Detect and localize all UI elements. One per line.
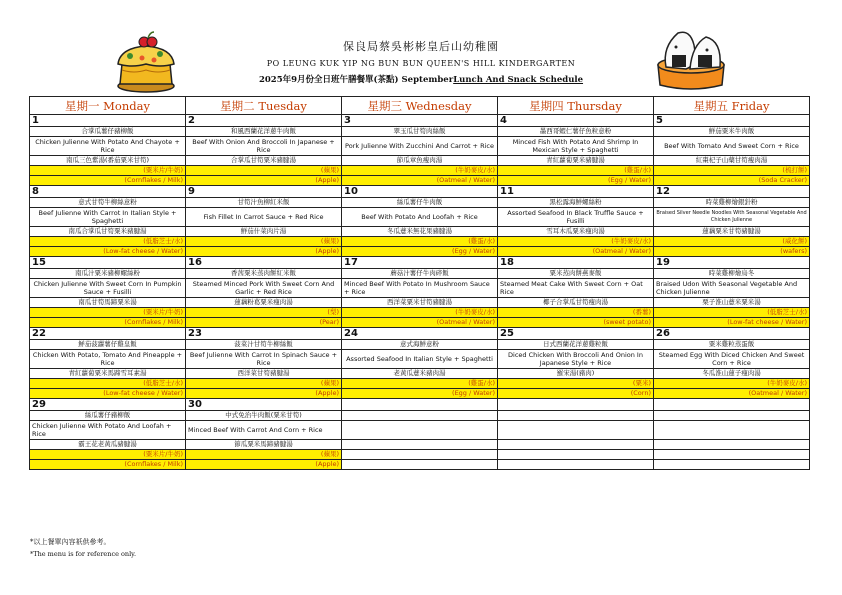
- lunch-en: Chicken Julienne With Sweet Corn In Pumpkin Sauce + Fusilli: [30, 279, 186, 298]
- snack-zh: (低脂芝士/水): [654, 308, 810, 318]
- lunch-en: Fish Fillet In Carrot Sauce + Red Rice: [186, 208, 342, 227]
- snack-en: (Egg / Water): [342, 247, 498, 257]
- lunch-zh: 翠玉瓜甘筍肉絲飯: [342, 127, 498, 137]
- empty-cell: [654, 411, 810, 421]
- snack-en: (Cornflakes / Milk): [30, 318, 186, 328]
- week-row: [30, 369, 810, 379]
- lunch-en: Steamed Meat Cake With Sweet Corn + Oat Rice: [498, 279, 654, 298]
- week-row: [30, 460, 810, 470]
- week-row: [30, 257, 810, 269]
- lunch-zh: 粟米蒸肉餅燕麥飯: [498, 269, 654, 279]
- date-number: 9: [186, 186, 342, 198]
- date-number: 8: [30, 186, 186, 198]
- week-row: [30, 318, 810, 328]
- day-header: 星期五 Friday: [654, 97, 810, 115]
- lunch-en: Beef With Potato And Loofah + Rice: [342, 208, 498, 227]
- soup-zh: 南瓜合掌瓜甘筍粟米豬腱湯: [30, 227, 186, 237]
- snack-en: (Egg / Water): [498, 176, 654, 186]
- soup-zh: 老黃瓜薏米豬肉湯: [342, 369, 498, 379]
- week-row: [30, 279, 810, 298]
- snack-zh: (雞蛋/水): [342, 379, 498, 389]
- lunch-en: Beef Julienne With Carrot In Spinach Sauce + Rice: [186, 350, 342, 369]
- snack-en: (Oatmeal / Water): [498, 247, 654, 257]
- lunch-zh: 時菜雞柳燴烏冬: [654, 269, 810, 279]
- lunch-zh: 香茜粟米蒸肉餅紅米飯: [186, 269, 342, 279]
- week-row: [30, 328, 810, 340]
- snack-zh: (牛奶麥皮/水): [342, 308, 498, 318]
- week-row: [30, 350, 810, 369]
- lunch-zh: 甘筍汁魚柳紅米飯: [186, 198, 342, 208]
- date-number: 18: [498, 257, 654, 269]
- school-name-zh: 保良局蔡吳彬彬皇后山幼稚園: [343, 40, 499, 53]
- week-row: [30, 176, 810, 186]
- empty-cell: [498, 399, 654, 411]
- empty-cell: [342, 399, 498, 411]
- day-header: 星期一 Monday: [30, 97, 186, 115]
- week-row: [30, 379, 810, 389]
- lunch-en: Braised Silver Needle Noodles With Seasonal Vegetable And Chicken Julienne: [654, 208, 810, 227]
- lunch-en: Minced Fish With Potato And Shrimp In Mexican Style + Spaghetti: [498, 137, 654, 156]
- date-number: 1: [30, 115, 186, 127]
- date-number: 4: [498, 115, 654, 127]
- week-row: [30, 389, 810, 399]
- lunch-zh: 時菜雞柳燴銀針粉: [654, 198, 810, 208]
- snack-en: (sweet potato): [498, 318, 654, 328]
- snack-en: (Low-fat cheese / Water): [30, 389, 186, 399]
- snack-zh: (粟米片/牛奶): [30, 450, 186, 460]
- soup-zh: 節瓜粟米馬蹄豬腱湯: [186, 440, 342, 450]
- empty-cell: [654, 440, 810, 450]
- soup-zh: 栗子淮山薏米粟米湯: [654, 298, 810, 308]
- snack-zh: (牛奶麥皮/水): [342, 166, 498, 176]
- snack-en: (Apple): [186, 176, 342, 186]
- lunch-zh: 蘑菇汁薯仔牛肉碎飯: [342, 269, 498, 279]
- lunch-en: Beef With Tomato And Sweet Corn + Rice: [654, 137, 810, 156]
- empty-cell: [498, 421, 654, 440]
- week-row: [30, 208, 810, 227]
- week-row: [30, 186, 810, 198]
- week-row: [30, 440, 810, 450]
- week-row: [30, 298, 810, 308]
- empty-cell: [498, 411, 654, 421]
- date-number: 11: [498, 186, 654, 198]
- lunch-zh: 意式海鮮意粉: [342, 340, 498, 350]
- lunch-en: Chicken With Potato, Tomato And Pineapple + Rice: [30, 350, 186, 369]
- snack-en: (Pear): [186, 318, 342, 328]
- empty-cell: [342, 460, 498, 470]
- week-row: [30, 137, 810, 156]
- date-number: 26: [654, 328, 810, 340]
- soup-zh: 蓮藕粉葛粟米瘦肉湯: [186, 298, 342, 308]
- snack-zh: (蘋果): [186, 166, 342, 176]
- snack-zh: (蘋果): [186, 379, 342, 389]
- soup-zh: 南瓜三色紫湯(番茄粟米甘筍): [30, 156, 186, 166]
- schedule-title-bold: 2025年9月份全日班午膳餐單(茶點) September: [258, 75, 454, 85]
- soup-zh: 青紅蘿蔔粟米馬蹄雪耳素湯: [30, 369, 186, 379]
- week-row: [30, 269, 810, 279]
- empty-cell: [342, 411, 498, 421]
- lunch-zh: 鮮茄粟米牛肉飯: [654, 127, 810, 137]
- week-row: [30, 450, 810, 460]
- date-number: 22: [30, 328, 186, 340]
- week-row: [30, 198, 810, 208]
- empty-cell: [654, 421, 810, 440]
- date-number: 24: [342, 328, 498, 340]
- date-number: 10: [342, 186, 498, 198]
- date-number: 5: [654, 115, 810, 127]
- date-number: 3: [342, 115, 498, 127]
- day-header: 星期四 Thursday: [498, 97, 654, 115]
- snack-zh: (粟米): [498, 379, 654, 389]
- lunch-en: Beef Julienne With Carrot In Italian Style + Spaghetti: [30, 208, 186, 227]
- date-number: 2: [186, 115, 342, 127]
- lunch-zh: 墨西哥蝦仁薯仔魚粒意粉: [498, 127, 654, 137]
- lunch-en: Steamed Egg With Diced Chicken And Sweet Corn + Rice: [654, 350, 810, 369]
- date-number: 12: [654, 186, 810, 198]
- empty-cell: [654, 450, 810, 460]
- lunch-en: Chicken Julienne With Potato And Chayote + Rice: [30, 137, 186, 156]
- date-number: 17: [342, 257, 498, 269]
- empty-cell: [498, 450, 654, 460]
- lunch-en: Chicken Julienne With Potato And Loofah + Rice: [30, 421, 186, 440]
- lunch-en: Assorted Seafood In Italian Style + Spaghetti: [342, 350, 498, 369]
- week-row: [30, 166, 810, 176]
- empty-cell: [342, 450, 498, 460]
- snack-zh: (雞蛋/水): [498, 166, 654, 176]
- soup-zh: 南瓜甘筍馬蹄粟米湯: [30, 298, 186, 308]
- schedule-title-underline: Lunch And Snack Schedule: [453, 75, 584, 85]
- lunch-zh: 和風西蘭花洋蔥牛肉飯: [186, 127, 342, 137]
- soup-zh: 西洋菜粟米甘筍豬腱湯: [342, 298, 498, 308]
- date-number: 29: [30, 399, 186, 411]
- day-header-row: [30, 97, 810, 115]
- empty-cell: [342, 440, 498, 450]
- lunch-zh: 中式免治牛肉飯(粟米甘筍): [186, 411, 342, 421]
- snack-en: (Cornflakes / Milk): [30, 460, 186, 470]
- snack-en: (Apple): [186, 247, 342, 257]
- week-row: [30, 421, 810, 440]
- snack-zh: (牛奶麥皮/水): [498, 237, 654, 247]
- menu-table: [29, 96, 810, 470]
- week-row: [30, 340, 810, 350]
- week-row: [30, 227, 810, 237]
- snack-zh: (低脂芝士/水): [30, 237, 186, 247]
- week-row: [30, 411, 810, 421]
- lunch-zh: 鮮茄菠蘿薯仔雞皇飯: [30, 340, 186, 350]
- week-row: [30, 399, 810, 411]
- menu-body: [30, 115, 810, 470]
- snack-zh: (粟米片/牛奶): [30, 166, 186, 176]
- soup-zh: 西洋菜甘筍豬腱湯: [186, 369, 342, 379]
- lunch-zh: 意式甘筍牛柳絲意粉: [30, 198, 186, 208]
- snack-en: (Low-fat cheese / Water): [654, 318, 810, 328]
- snack-en: (Oatmeal / Water): [342, 176, 498, 186]
- day-header: 星期二 Tuesday: [186, 97, 342, 115]
- note-en: *The menu is for reference only.: [30, 550, 137, 558]
- snack-zh: (蘋果): [186, 450, 342, 460]
- week-row: [30, 308, 810, 318]
- lunch-zh: 粟米雞粒蒸蛋飯: [654, 340, 810, 350]
- empty-cell: [654, 399, 810, 411]
- snack-en: (Egg / Water): [342, 389, 498, 399]
- soup-zh: 紅棗杞子山藥甘筍瘦肉湯: [654, 156, 810, 166]
- week-row: [30, 247, 810, 257]
- lunch-en: Minced Beef With Carrot And Corn + Rice: [186, 421, 342, 440]
- lunch-en: Steamed Minced Pork With Sweet Corn And Garlic + Red Rice: [186, 279, 342, 298]
- soup-zh: 霸王花老黃瓜豬腱湯: [30, 440, 186, 450]
- snack-zh: (蘋果): [186, 237, 342, 247]
- week-row: [30, 237, 810, 247]
- lunch-zh: 絲瓜薯仔豬柳飯: [30, 411, 186, 421]
- date-number: 15: [30, 257, 186, 269]
- day-header: 星期三 Wednesday: [342, 97, 498, 115]
- lunch-zh: 菠菜汁甘筍牛柳絲飯: [186, 340, 342, 350]
- date-number: 19: [654, 257, 810, 269]
- week-row: [30, 127, 810, 137]
- lunch-zh: 合掌瓜薯仔豬柳飯: [30, 127, 186, 137]
- school-name-en: PO LEUNG KUK YIP NG BUN BUN QUEEN'S HILL KINDERGARTEN: [266, 59, 576, 68]
- lunch-zh: 絲瓜薯仔牛肉飯: [342, 198, 498, 208]
- lunch-en: Beef With Onion And Broccoli In Japanese + Rice: [186, 137, 342, 156]
- snack-en: (Cornflakes / Milk): [30, 176, 186, 186]
- soup-zh: 合掌瓜甘筍粟米豬腱湯: [186, 156, 342, 166]
- soup-zh: 鮮茄什菜肉片湯: [186, 227, 342, 237]
- week-row: [30, 156, 810, 166]
- date-number: 30: [186, 399, 342, 411]
- snack-en: (Soda Cracker): [654, 176, 810, 186]
- date-number: 23: [186, 328, 342, 340]
- soup-zh: 青紅蘿蔔粟米豬腱湯: [498, 156, 654, 166]
- lunch-en: Pork Julienne With Zucchini And Carrot + Rice: [342, 137, 498, 156]
- lunch-en: Diced Chicken With Broccoli And Onion In Japanese Style + Rice: [498, 350, 654, 369]
- snack-zh: (威化餅): [654, 237, 810, 247]
- date-number: 25: [498, 328, 654, 340]
- snack-en: (Corn): [498, 389, 654, 399]
- empty-cell: [498, 440, 654, 450]
- snack-en: (Apple): [186, 460, 342, 470]
- lunch-en: Minced Beef With Potato In Mushroom Sauce + Rice: [342, 279, 498, 298]
- snack-zh: (牛奶麥皮/水): [654, 379, 810, 389]
- snack-en: (Oatmeal / Water): [654, 389, 810, 399]
- empty-cell: [498, 460, 654, 470]
- snack-en: (Low-fat cheese / Water): [30, 247, 186, 257]
- snack-en: (Oatmeal / Water): [342, 318, 498, 328]
- lunch-en: Assorted Seafood In Black Truffle Sauce + Fusilli: [498, 208, 654, 227]
- soup-zh: 冬瓜薏米無花果豬腱湯: [342, 227, 498, 237]
- note-zh: *以上餐單內容祇供參考。: [30, 538, 111, 546]
- lunch-zh: 日式西蘭花洋蔥雞粒飯: [498, 340, 654, 350]
- snack-en: (wafers): [654, 247, 810, 257]
- snack-zh: (粟米片/牛奶): [30, 308, 186, 318]
- soup-zh: 蓮藕粟米甘筍豬腱湯: [654, 227, 810, 237]
- snack-zh: (番薯): [498, 308, 654, 318]
- lunch-en: Braised Udon With Seasonal Vegetable And Chicken Julienne: [654, 279, 810, 298]
- snack-zh: (梨): [186, 308, 342, 318]
- empty-cell: [654, 460, 810, 470]
- soup-zh: 羅宋湯(豬肉): [498, 369, 654, 379]
- lunch-zh: 黑松露海鮮螺絲粉: [498, 198, 654, 208]
- soup-zh: 冬瓜淮山蓮子瘦肉湯: [654, 369, 810, 379]
- empty-cell: [342, 421, 498, 440]
- snack-zh: (梳打餅): [654, 166, 810, 176]
- snack-zh: (低脂芝士/水): [30, 379, 186, 389]
- soup-zh: 椰子合掌瓜甘筍瘦肉湯: [498, 298, 654, 308]
- soup-zh: 雪耳木瓜粟米瘦肉湯: [498, 227, 654, 237]
- snack-zh: (雞蛋/水): [342, 237, 498, 247]
- snack-en: (Apple): [186, 389, 342, 399]
- lunch-zh: 南瓜汁粟米豬柳螺絲粉: [30, 269, 186, 279]
- date-number: 16: [186, 257, 342, 269]
- soup-zh: 節瓜章魚瘦肉湯: [342, 156, 498, 166]
- week-row: [30, 115, 810, 127]
- schedule-title: [0, 73, 842, 85]
